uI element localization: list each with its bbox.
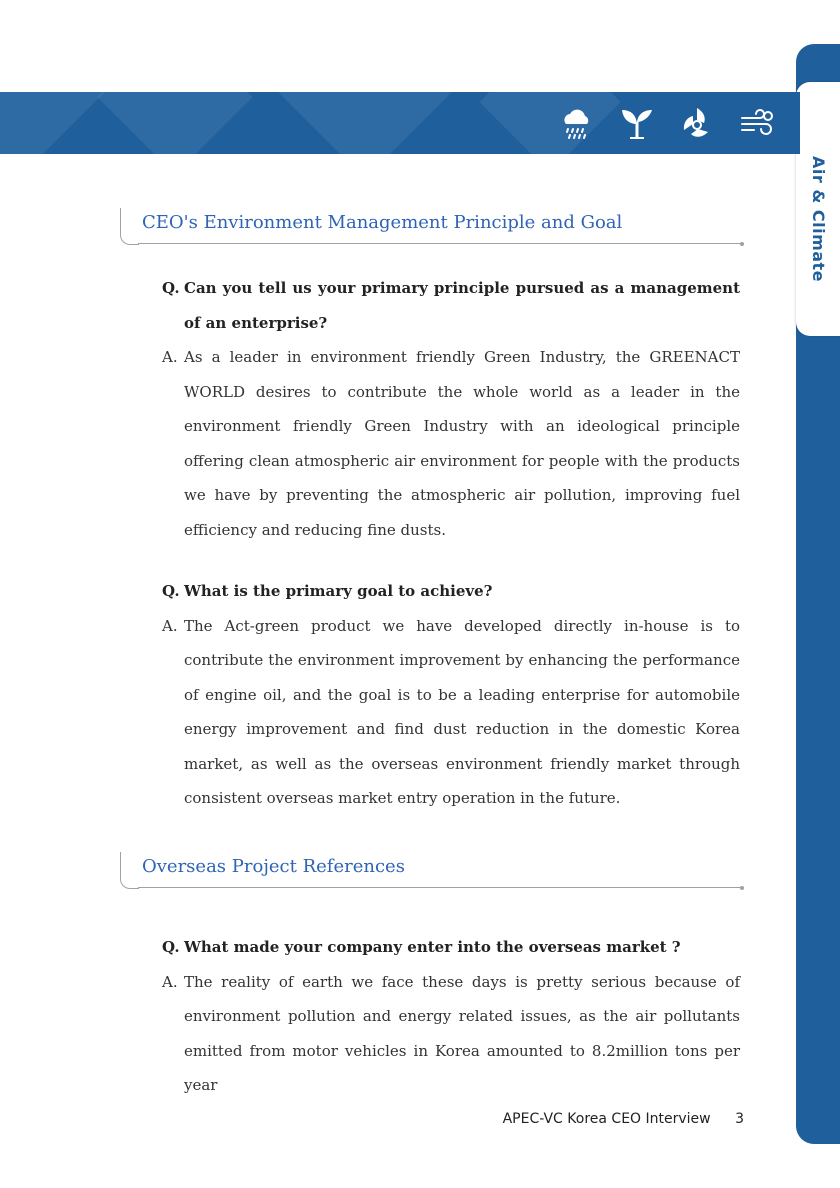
section-title: CEO's Environment Management Principle and Goal — [142, 212, 623, 233]
sprout-icon — [618, 104, 656, 142]
recycle-leaf-icon — [678, 104, 716, 142]
question: Q. What made your company enter into the overseas market ? — [162, 938, 681, 956]
section-heading — [120, 208, 742, 244]
page-number: 3 — [735, 1111, 744, 1127]
question: Q. What is the primary goal to achieve? — [162, 582, 493, 600]
qa-block — [162, 574, 740, 816]
header-banner — [0, 92, 800, 154]
wind-icon — [738, 104, 776, 142]
banner-icons — [558, 104, 776, 142]
answer: A. The Act-green product we have developed directly in-house is to contribute the environment improvement by enhancing the performance of engine oil, and the goal is to be a leading enterprise for automobile energy improvement and find dust reduction in the domestic Korea market, as well as the overseas environment friendly market through consistent overseas market entry operation in the future. — [162, 616, 740, 807]
section-heading — [120, 852, 742, 888]
answer: A. The reality of earth we face these days is pretty serious because of environment pollution and energy related issues, as the air pollutants emitted from motor vehicles in Korea amounted to 8.2million tons per year — [162, 972, 740, 1094]
rain-cloud-icon — [558, 104, 596, 142]
footer-text: APEC-VC Korea CEO Interview — [502, 1111, 711, 1127]
side-tab-label: Air & Climate — [809, 156, 828, 283]
section-title: Overseas Project References — [142, 856, 405, 877]
qa-block — [162, 930, 740, 1103]
answer: A. As a leader in environment friendly Green Industry, the GREENACT WORLD desires to contribute the whole world as a leader in the environment friendly Green Industry with an ideological principle offering clean atmospheric air environment for people with the products we have by preventing the atmospheric air pollution, improving fuel efficiency and reducing fine dusts. — [162, 348, 740, 539]
page-footer — [503, 1111, 744, 1127]
qa-block — [162, 271, 740, 547]
question: Q. Can you tell us your primary principle pursued as a management of an enterprise? — [162, 279, 740, 332]
